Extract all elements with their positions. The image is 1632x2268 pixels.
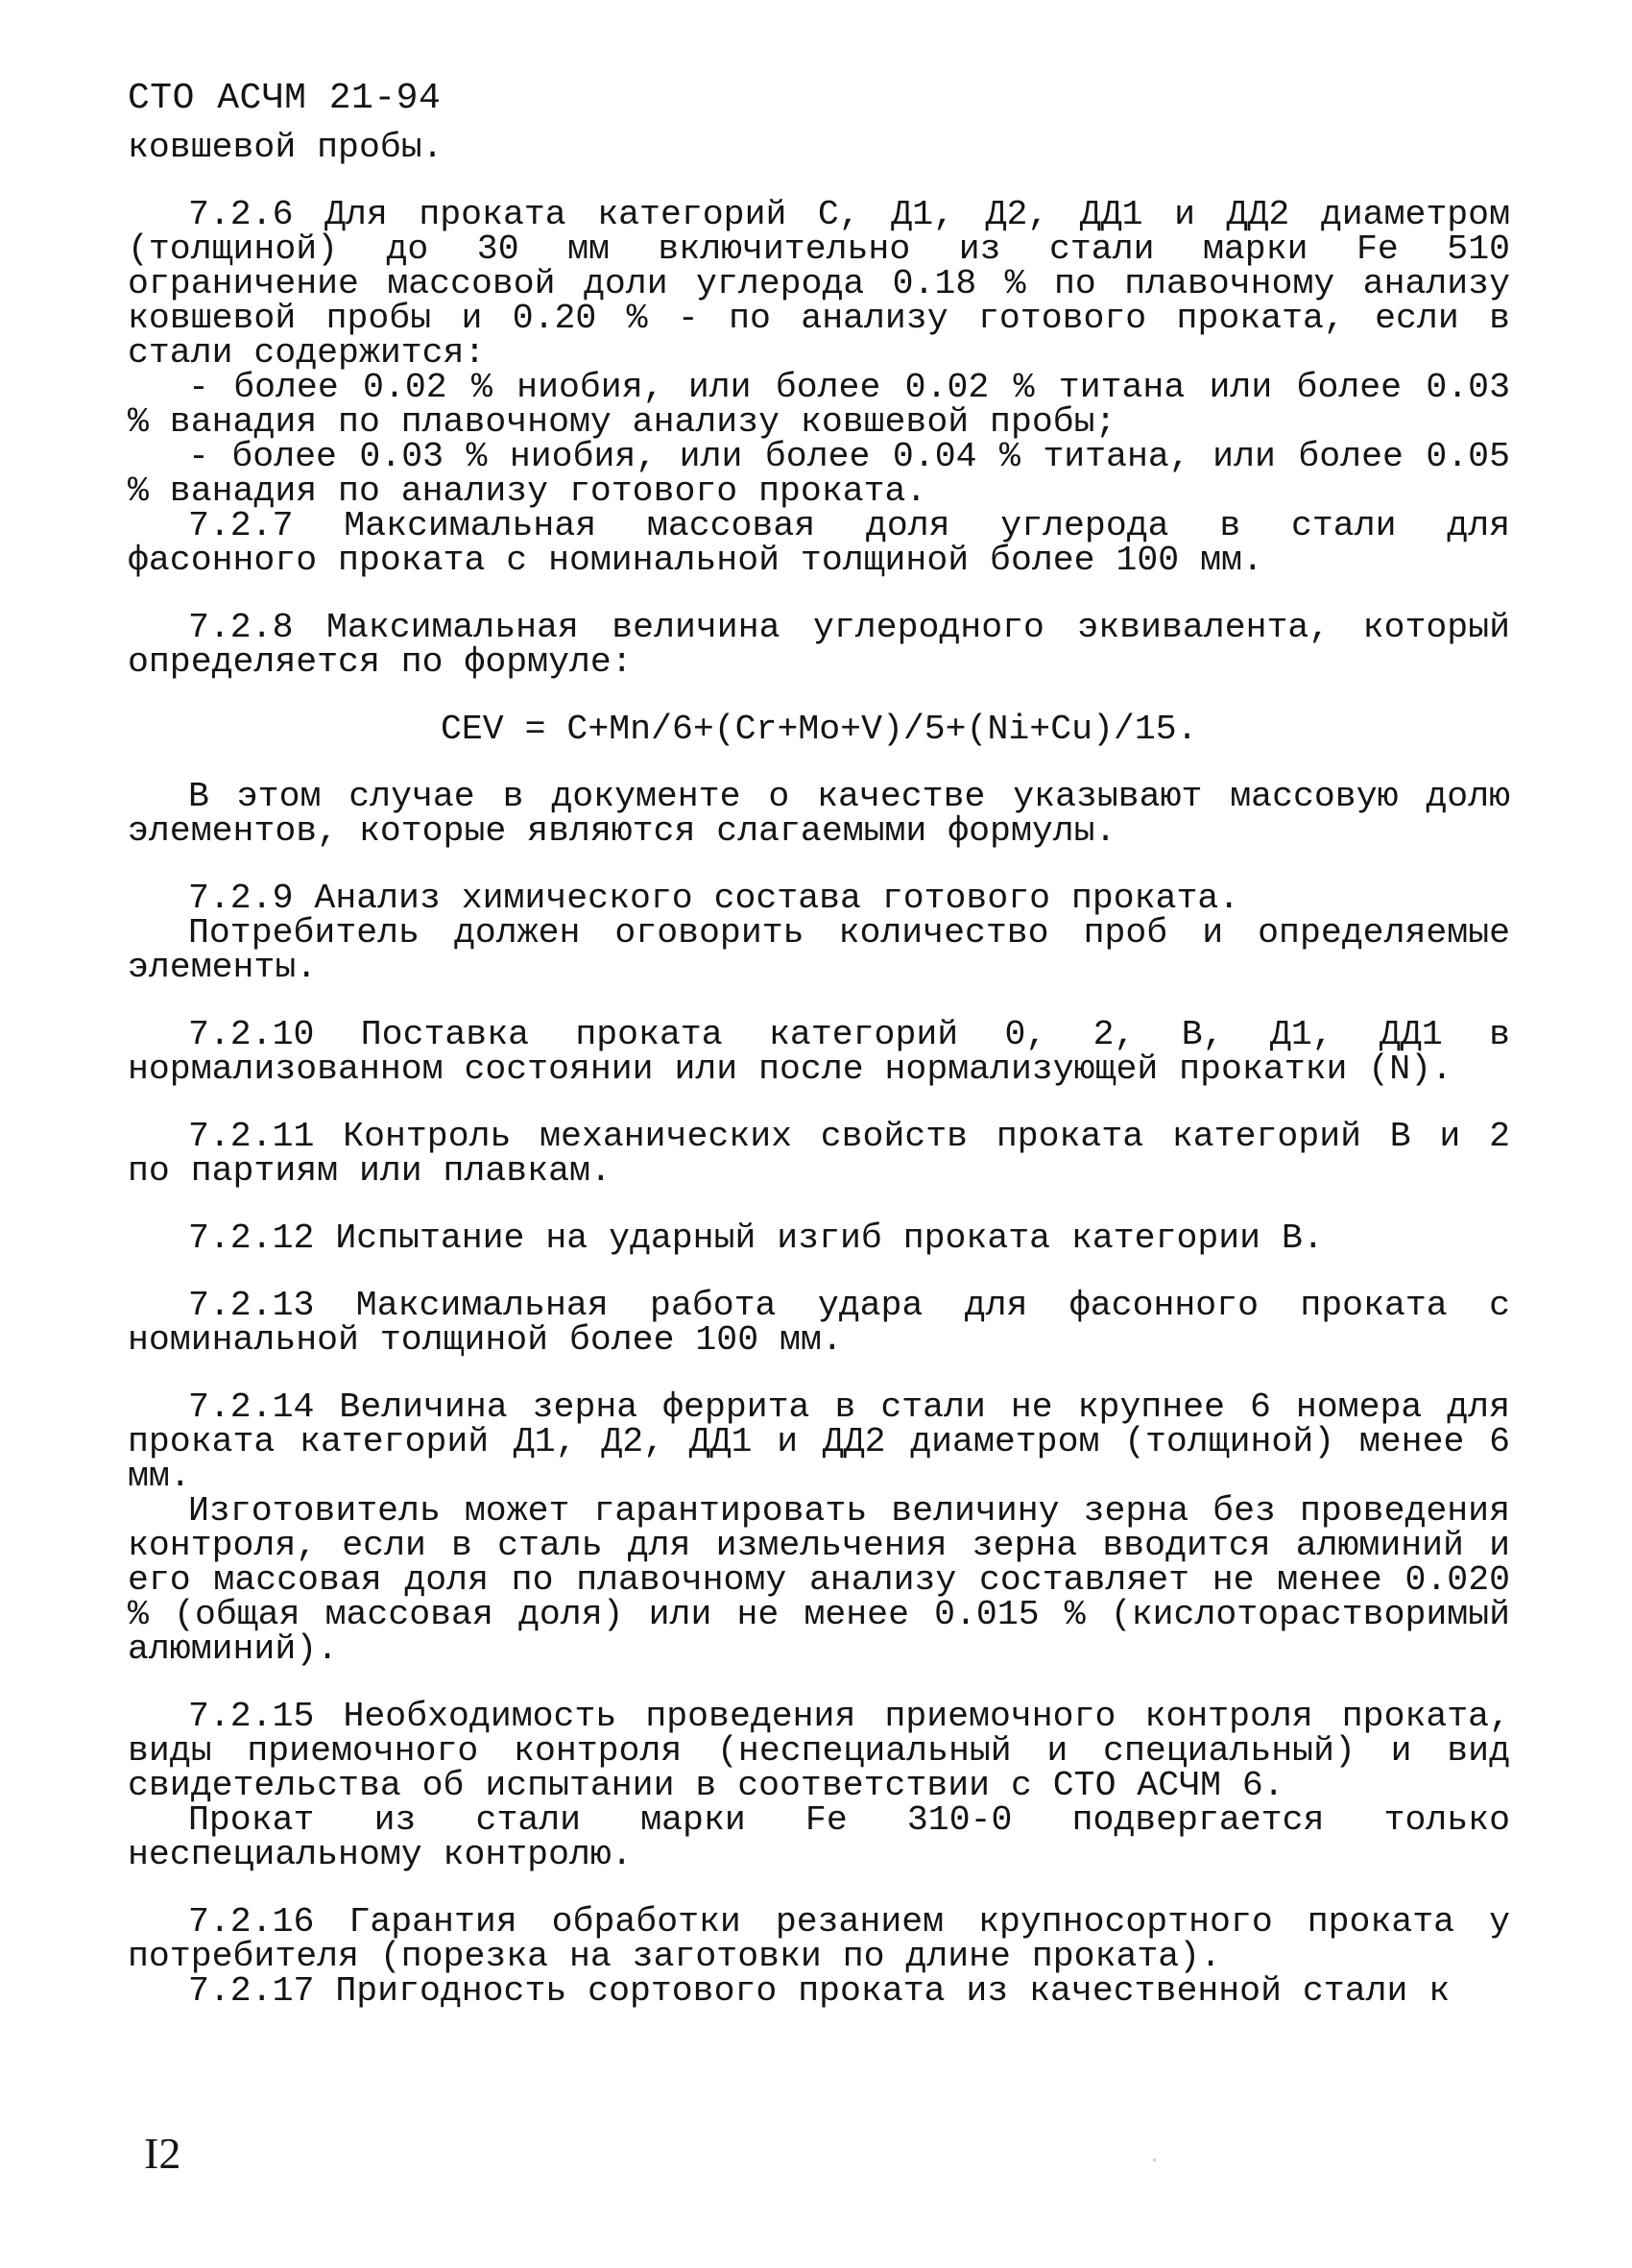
paragraph-7-2-16: 7.2.16 Гарантия обработки резанием крупносортного проката у потребителя (порезка на заготовки по длине проката). [128, 1902, 1531, 1976]
paragraph-7-2-11: 7.2.11 Контроль механических свойств проката категорий В и 2 по партиям или плавкам. [128, 1117, 1531, 1191]
paragraph-manufacturer-grain: Изготовитель может гарантировать величину зерна без проведения контроля, если в сталь для измельчения зерна вводится алюминий и его массовая доля по плавочному анализу составляет не менее 0.020 % (общая массовая доля) или не менее 0.015 % (кислоторастворимый алюминий). [128, 1491, 1531, 1669]
paragraph-consumer-samples: Потребитель должен оговорить количество проб и определяемые элементы. [128, 913, 1531, 987]
list-item-niobium-ladle: - более 0.02 % ниобия, или более 0.02 % титана или более 0.03 % ванадия по плавочному анализу ковшевой пробы; [128, 368, 1531, 442]
paragraph-continuation: ковшевой пробы. [128, 128, 444, 167]
paragraph-7-2-17: 7.2.17 Пригодность сортового проката из качественной стали к [188, 1971, 1451, 2011]
paragraph-fe310-control: Прокат из стали марки Fe 310-0 подвергается только неспециальному контролю. [128, 1800, 1531, 1874]
page-number: I2 [144, 2129, 181, 2178]
list-item-niobium-product: - более 0.03 % ниобия, или более 0.04 % титана, или более 0.05 % ванадия по анализу готового проката. [128, 437, 1531, 511]
paragraph-7-2-7: 7.2.7 Максимальная массовая доля углерода в стали для фасонного проката с номинальной толщиной более 100 мм. [128, 506, 1531, 580]
formula-cev: CEV = C+Mn/6+(Cr+Mo+V)/5+(Ni+Cu)/15. [441, 710, 1198, 749]
paragraph-7-2-9: 7.2.9 Анализ химического состава готового проката. [188, 879, 1240, 918]
paragraph-7-2-13: 7.2.13 Максимальная работа удара для фасонного проката с номинальной толщиной более 100 мм. [128, 1286, 1531, 1360]
scan-speck [1153, 2159, 1156, 2161]
paragraph-7-2-10: 7.2.10 Поставка проката категорий 0, 2, В, Д1, ДД1 в нормализованном состоянии или после нормализующей прокатки (N). [128, 1015, 1531, 1089]
paragraph-7-2-12: 7.2.12 Испытание на ударный изгиб проката категории В. [188, 1218, 1324, 1258]
paragraph-7-2-6: 7.2.6 Для проката категорий С, Д1, Д2, ДД1 и ДД2 диаметром (толщиной) до 30 мм включительно из стали марки Fe 510 ограничение массовой доли углерода 0.18 % по плавочному анализу ковшевой пробы и 0.20 % - по анализу готового проката, если в стали содержится: [128, 195, 1531, 373]
paragraph-7-2-14: 7.2.14 Величина зерна феррита в стали не крупнее 6 номера для проката категорий Д1, Д2, ДД1 и ДД2 диаметром (толщиной) менее 6 мм. [128, 1387, 1531, 1496]
paragraph-quality-document: В этом случае в документе о качестве указывают массовую долю элементов, которые являются слагаемыми формулы. [128, 777, 1531, 851]
document-header: СТО АСЧМ 21-94 [128, 78, 442, 119]
document-page [128, 75, 1531, 2011]
paragraph-7-2-15: 7.2.15 Необходимость проведения приемочного контроля проката, виды приемочного контроля (неспециальный и специальный) и вид свидетельства об испытании в соответствии с СТО АСЧМ 6. [128, 1697, 1531, 1805]
paragraph-7-2-8: 7.2.8 Максимальная величина углеродного эквивалента, который определяется по формуле: [128, 608, 1531, 682]
